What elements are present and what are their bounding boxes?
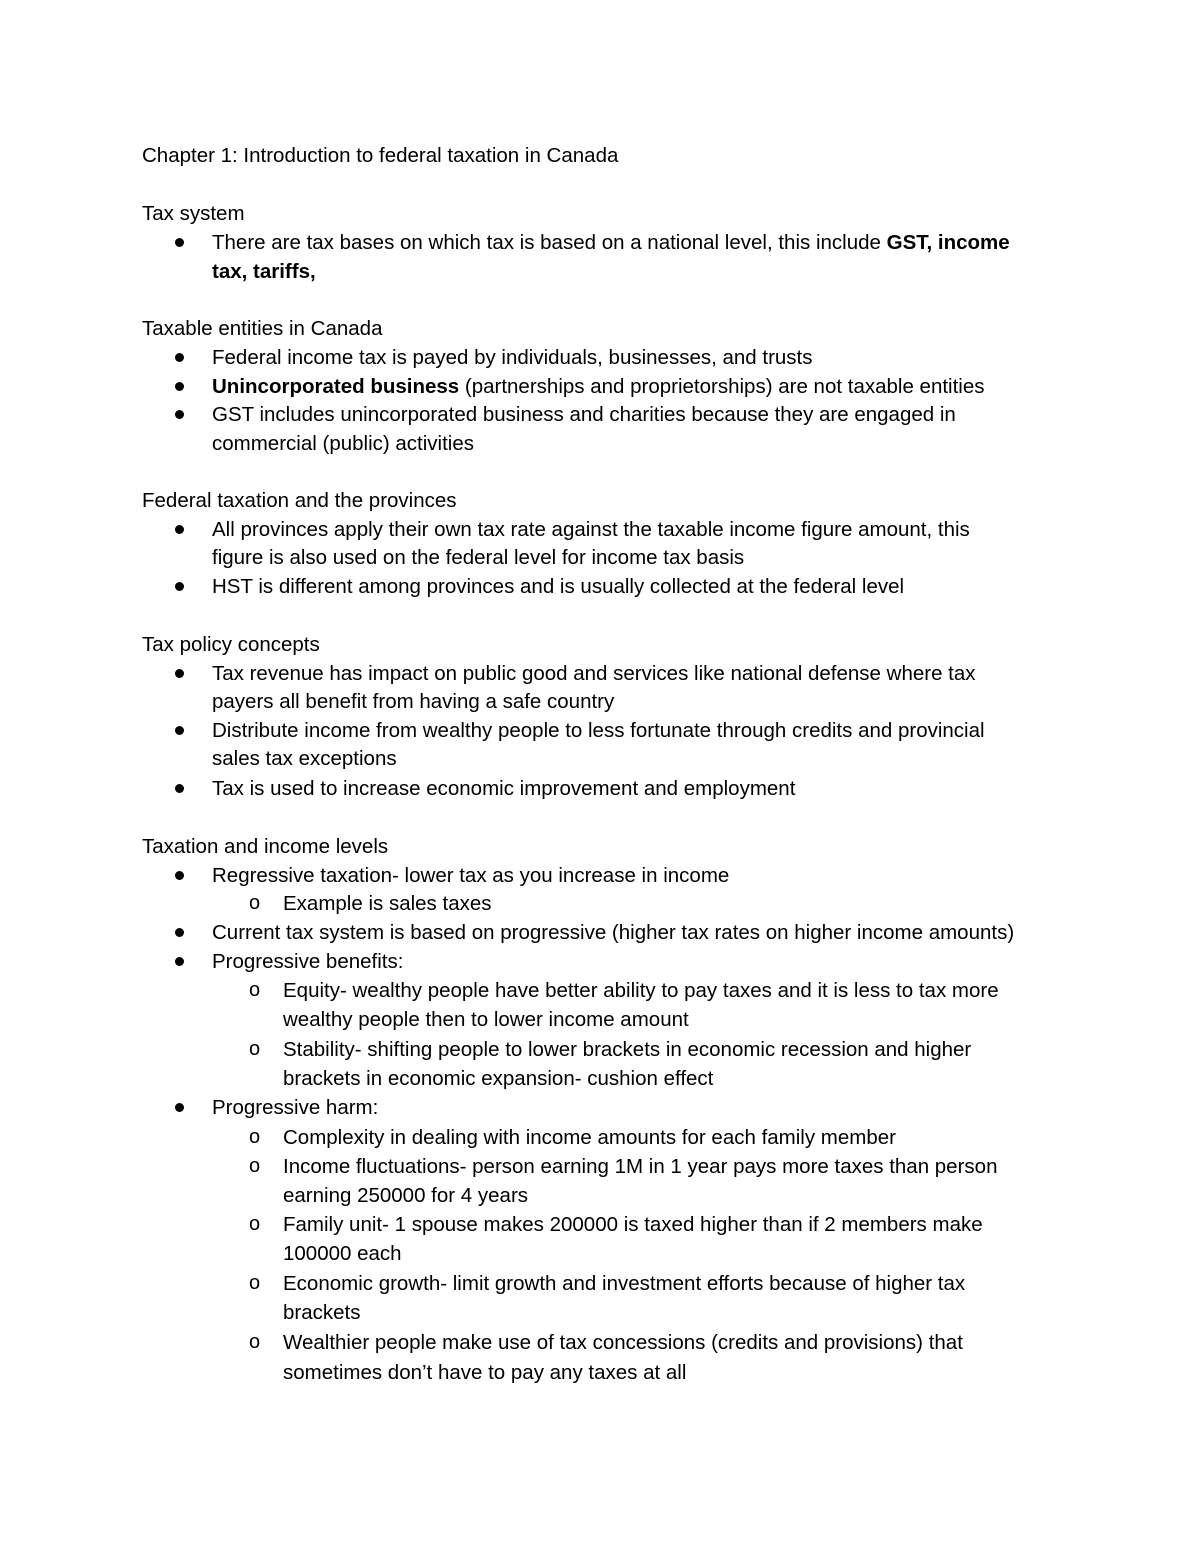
sub-bullet-icon: o xyxy=(249,1126,261,1148)
section-heading-taxable-entities: Taxable entities in Canada xyxy=(142,317,383,340)
sub-list-item-text: Wealthier people make use of tax concessions (credits and provisions) that xyxy=(283,1331,963,1354)
sub-list-item-text: Example is sales taxes xyxy=(283,892,492,915)
bullet-icon xyxy=(175,238,184,247)
list-item-text: payers all benefit from having a safe country xyxy=(212,690,615,713)
list-item-text: HST is different among provinces and is usually collected at the federal level xyxy=(212,575,905,598)
bullet-icon xyxy=(175,525,184,534)
sub-bullet-icon: o xyxy=(249,1038,261,1060)
sub-list-item-text: brackets in economic expansion- cushion effect xyxy=(283,1067,714,1090)
bold-term: GST, income xyxy=(886,231,1010,254)
list-item-text: Tax revenue has impact on public good and services like national defense where tax xyxy=(212,662,976,685)
section-heading-income-levels: Taxation and income levels xyxy=(142,835,389,858)
list-item-text xyxy=(212,258,316,286)
sub-list-item-text: Income fluctuations- person earning 1M in 1 year pays more taxes than person xyxy=(283,1155,998,1178)
sub-list-item-text: sometimes don’t have to pay any taxes at all xyxy=(283,1361,687,1384)
list-item-text: Current tax system is based on progressive (higher tax rates on higher income amounts) xyxy=(212,921,1015,944)
sub-list-item-text: earning 250000 for 4 years xyxy=(283,1184,529,1207)
list-item-text: Regressive taxation- lower tax as you increase in income xyxy=(212,864,730,887)
bullet-icon xyxy=(175,382,184,391)
bullet-icon xyxy=(175,928,184,937)
sub-list-item-text: wealthy people then to lower income amount xyxy=(283,1008,689,1031)
bullet-icon xyxy=(175,353,184,362)
sub-list-item-text: brackets xyxy=(283,1301,361,1324)
list-item-text: figure is also used on the federal level for income tax basis xyxy=(212,546,745,569)
list-item-text: Tax is used to increase economic improvement and employment xyxy=(212,777,796,800)
sub-list-item-text: Stability- shifting people to lower brackets in economic recession and higher xyxy=(283,1038,972,1061)
page-title: Chapter 1: Introduction to federal taxation in Canada xyxy=(142,144,619,167)
list-item-text: Unincorporated business (partnerships and proprietorships) are not taxable entities xyxy=(212,375,985,398)
sub-list-item-text: Complexity in dealing with income amounts for each family member xyxy=(283,1126,896,1149)
list-item-text: commercial (public) activities xyxy=(212,432,475,455)
bullet-icon xyxy=(175,1103,184,1112)
bullet-icon xyxy=(175,957,184,966)
section-heading-policy-concepts: Tax policy concepts xyxy=(142,633,320,656)
list-item-text: Progressive benefits: xyxy=(212,950,404,973)
list-item-text: All provinces apply their own tax rate against the taxable income figure amount, this xyxy=(212,518,970,541)
bold-term: tax, tariffs, xyxy=(212,260,316,283)
bullet-icon xyxy=(175,669,184,678)
bullet-icon xyxy=(175,726,184,735)
sub-bullet-icon: o xyxy=(249,1213,261,1235)
list-item-text: Federal income tax is payed by individuals, businesses, and trusts xyxy=(212,346,813,369)
sub-bullet-icon: o xyxy=(249,1272,261,1294)
list-item-text: There are tax bases on which tax is based on a national level, this include GST, income xyxy=(212,231,1010,254)
bullet-icon xyxy=(175,582,184,591)
list-item-text: Distribute income from wealthy people to less fortunate through credits and provincial xyxy=(212,719,985,742)
bullet-icon xyxy=(175,784,184,793)
sub-list-item-text: Economic growth- limit growth and investment efforts because of higher tax xyxy=(283,1272,966,1295)
sub-list-item-text: 100000 each xyxy=(283,1242,402,1265)
list-item-text: sales tax exceptions xyxy=(212,747,397,770)
list-item-text: Progressive harm: xyxy=(212,1096,379,1119)
bold-term: Unincorporated business xyxy=(212,375,460,398)
section-heading-tax-system: Tax system xyxy=(142,202,245,225)
sub-bullet-icon: o xyxy=(249,1331,261,1353)
bullet-icon xyxy=(175,871,184,880)
sub-bullet-icon: o xyxy=(249,1155,261,1177)
sub-list-item-text: Family unit- 1 spouse makes 200000 is taxed higher than if 2 members make xyxy=(283,1213,983,1236)
sub-list-item-text: Equity- wealthy people have better ability to pay taxes and it is less to tax more xyxy=(283,979,999,1002)
sub-bullet-icon: o xyxy=(249,979,261,1001)
bullet-icon xyxy=(175,410,184,419)
list-item-text: GST includes unincorporated business and charities because they are engaged in xyxy=(212,403,956,426)
section-heading-federal-provinces: Federal taxation and the provinces xyxy=(142,489,457,512)
sub-bullet-icon: o xyxy=(249,892,261,914)
